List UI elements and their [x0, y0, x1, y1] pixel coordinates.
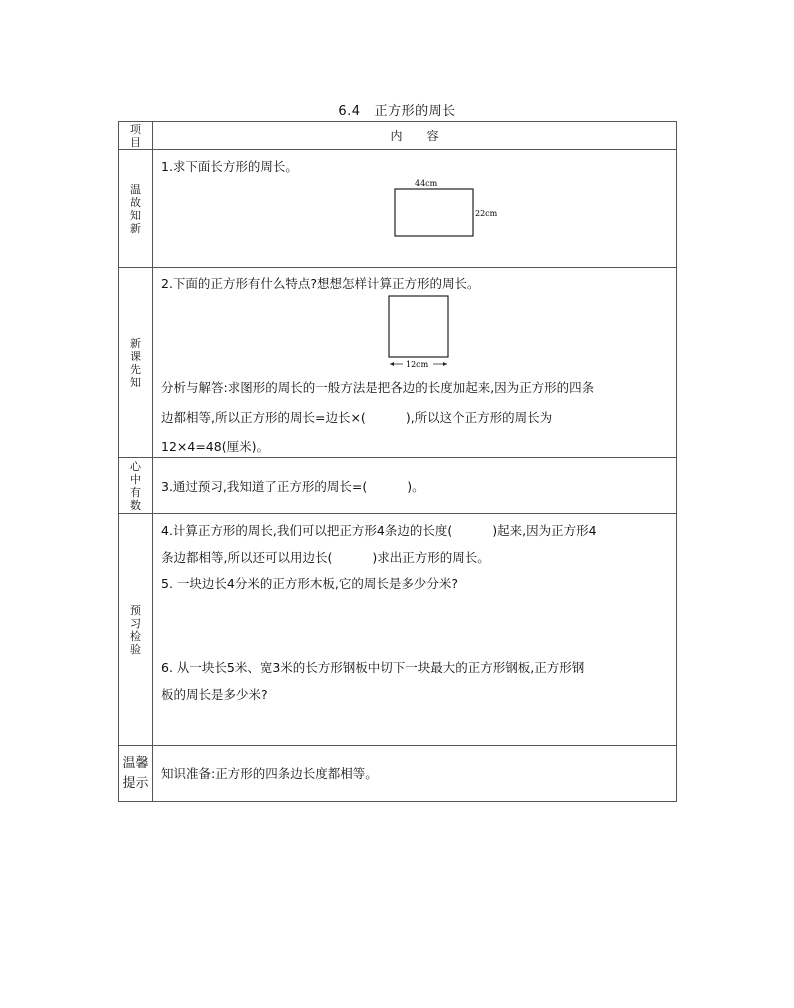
- question-text: )起来,因为正方形4: [492, 523, 597, 538]
- analysis-text: 边都相等,所以正方形的周长=边长×(: [161, 410, 366, 425]
- row-label-tips: [119, 746, 153, 802]
- question-text: 3.通过预习,我知道了正方形的周长=(: [161, 479, 368, 494]
- question-2: 2.下面的正方形有什么特点?想想怎样计算正方形的周长。: [161, 276, 480, 291]
- analysis-line-1: 分析与解答:求图形的周长的一般方法是把各边的长度加起来,因为正方形的四条: [161, 380, 595, 395]
- review-content: [153, 150, 677, 268]
- rectangle-width-label: 44cm: [415, 179, 438, 188]
- tips-text: 知识准备:正方形的四条边长度都相等。: [161, 766, 378, 781]
- header-content-label: [153, 122, 677, 150]
- rectangle-figure: [353, 178, 498, 242]
- worksheet-table: [118, 121, 677, 802]
- row-label-check: [119, 514, 153, 746]
- label-char: 有: [130, 485, 141, 499]
- row-label-mind: [119, 458, 153, 514]
- mind-content: [153, 458, 677, 514]
- header-item-label: [119, 122, 153, 150]
- label-char: 知: [130, 375, 141, 389]
- question-1: 1.求下面长方形的周长。: [161, 159, 298, 174]
- question-text: )。: [407, 479, 425, 494]
- question-3: [161, 479, 425, 495]
- analysis-line-2: [161, 410, 552, 426]
- label-text: 提示: [122, 775, 149, 791]
- question-5: 5. 一块边长4分米的正方形木板,它的周长是多少分米?: [161, 576, 458, 591]
- question-text: )求出正方形的周长。: [372, 550, 490, 565]
- header-item-char: 目: [130, 135, 141, 149]
- question-4-line-2: [161, 550, 490, 566]
- label-char: 新: [130, 221, 141, 235]
- question-4-line-1: [161, 523, 597, 539]
- label-char: 课: [130, 349, 141, 363]
- section-number: 6.4: [338, 104, 361, 119]
- rectangle-shape: [395, 189, 473, 236]
- arrow-right-icon: [443, 362, 447, 366]
- label-char: 验: [130, 642, 141, 656]
- question-6-line-2: 板的周长是多少米?: [161, 687, 268, 702]
- label-char: 新: [130, 336, 141, 350]
- label-char: 习: [130, 616, 141, 630]
- page-title: [0, 100, 794, 119]
- analysis-line-3: 12×4=48(厘米)。: [161, 439, 269, 454]
- label-text: 温馨: [122, 755, 149, 771]
- label-char: 故: [130, 195, 141, 209]
- label-char: 心: [130, 459, 141, 473]
- label-char: 数: [130, 498, 141, 512]
- question-text: 条边都相等,所以还可以用边长(: [161, 550, 333, 565]
- arrow-left-icon: [390, 362, 394, 366]
- square-figure: [381, 294, 451, 372]
- rectangle-height-label: 22cm: [475, 209, 498, 218]
- row-label-review: [119, 150, 153, 268]
- square-shape: [389, 296, 448, 357]
- header-item-char: 项: [130, 122, 141, 136]
- question-6-line-1: 6. 从一块长5米、宽3米的长方形钢板中切下一块最大的正方形钢板,正方形钢: [161, 660, 585, 675]
- analysis-text: ),所以这个正方形的周长为: [405, 410, 553, 425]
- question-text: 4.计算正方形的周长,我们可以把正方形4条边的长度(: [161, 523, 453, 538]
- label-char: 知: [130, 208, 141, 222]
- tips-content: [153, 746, 677, 802]
- square-side-label: 12cm: [406, 360, 429, 369]
- section-title: 正方形的周长: [374, 104, 456, 119]
- label-char: 先: [130, 362, 141, 376]
- row-label-preview: [119, 268, 153, 458]
- label-char: 预: [130, 603, 141, 617]
- label-char: 检: [130, 629, 141, 643]
- preview-content: [153, 268, 677, 458]
- check-content: [153, 514, 677, 746]
- label-char: 温: [130, 182, 141, 196]
- content-heading: 内容: [390, 129, 463, 143]
- label-char: 中: [130, 472, 141, 486]
